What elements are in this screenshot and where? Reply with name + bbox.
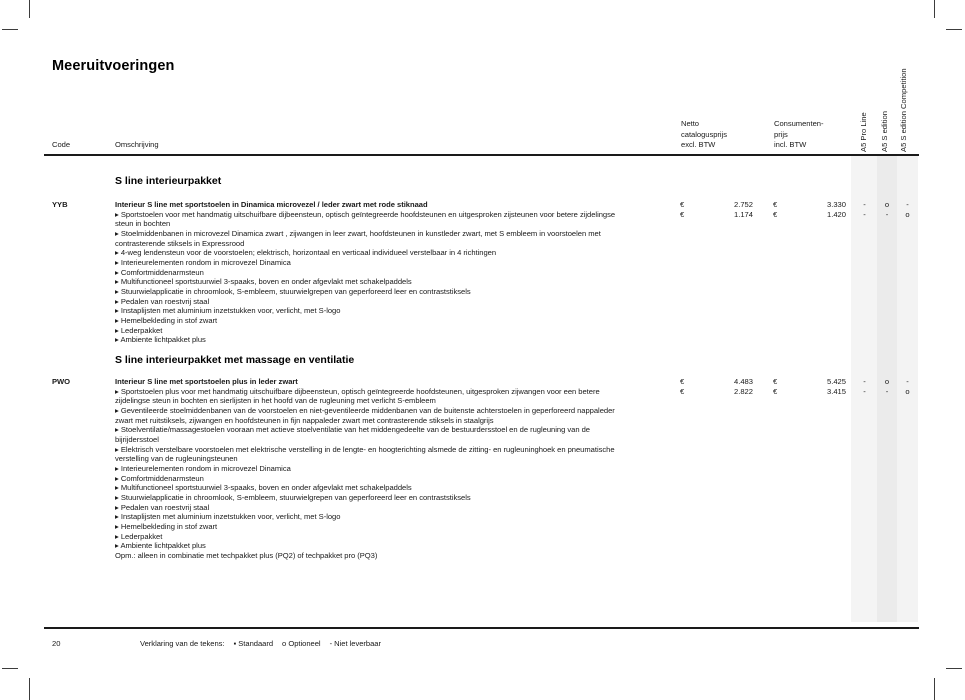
- availability-cell-s-edition: o: [884, 200, 890, 209]
- item-line: ▸ Pedalen van roestvrij staal: [115, 296, 210, 306]
- item-line: ▸ Ambiente lichtpakket plus: [115, 335, 206, 345]
- column-header-trim-s-edition-competition: A5 S edition Competition: [899, 68, 908, 152]
- item-line: ▸ Stoelventilatie/massagestoelen vooraan met actieve stoelventilatie van het middengedeelte van de bestuurdersstoel en de rugleuning van de: [115, 425, 590, 435]
- item-line: ▸ Hemelbekleding in stof zwart: [115, 315, 218, 325]
- item-line: ▸ Stoelmiddenbanen in microvezel Dinamica zwart , zijwangen in leer zwart, hoofdsteunen in kunstleder zwart, met S embleem in voorstoelen met: [115, 228, 601, 238]
- availability-cell-s-edition: -: [885, 386, 889, 396]
- price-row: [670, 200, 919, 210]
- crop-mark-top-left-v: [29, 0, 30, 18]
- currency-symbol: €: [773, 209, 778, 219]
- consumer-price-header-line: Consumenten-: [774, 119, 824, 128]
- column-header-code: Code: [52, 140, 71, 149]
- net-price-value: 4.483: [733, 377, 753, 386]
- availability-cell-s-edition-competition: -: [906, 377, 909, 386]
- item-title: Interieur S line met sportstoelen plus in leder zwart: [115, 377, 298, 386]
- availability-cell-s-edition-competition: -: [906, 200, 909, 209]
- legend-items: [234, 639, 390, 648]
- availability-cell-s-edition-competition: o: [905, 209, 910, 219]
- column-header-net-price: [681, 119, 727, 151]
- currency-symbol: €: [773, 386, 778, 396]
- item-line: steun in bochten: [115, 219, 171, 229]
- net-price-header-line: catalogusprijs: [681, 129, 728, 139]
- item-line: ▸ Elektrisch verstelbare voorstoelen met elektrische verstelling in de lengte- en hoogterichting alsmede de zitting- en rugleuninghoek en pneumatische: [115, 444, 615, 454]
- item-line: ▸ Comfortmiddenarmsteun: [115, 267, 204, 277]
- footer-legend: [140, 639, 390, 649]
- legend-item: ▪ Standaard: [233, 639, 274, 648]
- item-line: ▸ Pedalen van roestvrij staal: [115, 502, 210, 512]
- crop-mark-bottom-left-v: [29, 678, 30, 700]
- crop-mark-bottom-right-v: [934, 678, 935, 700]
- item-line: ▸ Interieurelementen rondom in microvezel Dinamica: [115, 257, 291, 267]
- item-line: ▸ Comfortmiddenarmsteun: [115, 473, 204, 483]
- item-line: ▸ Interieurelementen rondom in microvezel Dinamica: [115, 463, 291, 473]
- item-lines: [115, 210, 615, 345]
- availability-cell-pro-line: -: [863, 386, 866, 396]
- item-line: ▸ Lederpakket: [115, 325, 163, 335]
- item-title: Interieur S line met sportstoelen in Dinamica microvezel / leder zwart met rode stiknaad: [115, 200, 428, 209]
- net-price-value: 2.752: [733, 200, 753, 209]
- item-line: ▸ Ambiente lichtpakket plus: [115, 541, 206, 551]
- header-rule: [44, 154, 919, 156]
- availability-cell-s-edition: -: [885, 209, 889, 219]
- item-line: verstelling van de rugleuningsteunen: [115, 454, 238, 464]
- item-description: [115, 377, 615, 560]
- net-price-header-line: Netto: [681, 119, 700, 128]
- legend-intro: Verklaring van de tekens:: [140, 639, 225, 648]
- availability-cell-s-edition-competition: o: [905, 386, 910, 396]
- legend-item: - Niet leverbaar: [329, 639, 381, 648]
- consumer-price-header-line: prijs: [774, 129, 788, 139]
- item-line: ▸ Instaplijsten met aluminium inzetstukken voor, verlicht, met S-logo: [115, 512, 341, 522]
- net-price-value: 2.822: [733, 386, 753, 396]
- item-line: zijdelingse steun in bochten en sierlijsten in het hoofd van de rugleuning met verlicht S-embleem: [115, 396, 436, 406]
- item-line: ▸ Multifunctioneel sportstuurwiel 3-spaaks, boven en onder afgevlakt met schakelpaddels: [115, 483, 412, 493]
- currency-symbol: €: [680, 386, 685, 396]
- currency-symbol: €: [680, 377, 685, 386]
- crop-mark-top-left-h: [2, 29, 18, 30]
- item-line: bijrijdersstoel: [115, 434, 159, 444]
- item-line: contrasterende stiksels in Expressrood: [115, 238, 245, 248]
- currency-symbol: €: [680, 209, 685, 219]
- item-line: ▸ Stuurwielapplicatie in chroomlook, S-embleem, stuurwielgrepen van geperforeerd leer en contraststiksels: [115, 492, 471, 502]
- item-line: ▸ Instaplijsten met aluminium inzetstukken voor, verlicht, met S-logo: [115, 306, 341, 316]
- currency-symbol: €: [773, 200, 778, 209]
- item-code: YYB: [52, 200, 68, 209]
- consumer-price-value: 3.330: [826, 200, 846, 209]
- page-title: Meeruitvoeringen: [52, 58, 175, 74]
- consumer-price-value: 1.420: [826, 209, 846, 219]
- availability-cell-pro-line: -: [863, 209, 866, 219]
- column-header-trim-pro-line: A5 Pro Line: [859, 112, 868, 152]
- crop-mark-bottom-left-h: [2, 668, 18, 669]
- item-line: ▸ Stuurwielapplicatie in chroomlook, S-embleem, stuurwielgrepen van geperforeerd leer en contraststiksels: [115, 286, 471, 296]
- net-price-header-line: excl. BTW: [681, 140, 716, 149]
- price-row: [670, 210, 919, 220]
- net-price-value: 1.174: [733, 209, 753, 219]
- item-line: zwart met ruitstiksels, zijwangen en hoofdsteunen in fijn nappaleder zwart met contrasterende stiksels in staalgrijs: [115, 415, 494, 425]
- currency-symbol: €: [773, 377, 778, 386]
- item-line: ▸ Sportstoelen plus voor met handmatig uitschuifbare dijbeensteun, optisch geïntegreerde hoofdsteunen, uitgesproken zijwangen voor een betere: [115, 386, 600, 396]
- price-row: [670, 377, 919, 387]
- column-header-trim-s-edition: A5 S edition: [880, 111, 889, 152]
- legend-item: o Optioneel: [282, 639, 321, 648]
- item-line: ▸ Multifunctioneel sportstuurwiel 3-spaaks, boven en onder afgevlakt met schakelpaddels: [115, 277, 412, 287]
- item-line: ▸ 4-weg lendensteun voor de voorstoelen; elektrisch, horizontaal en verticaal individueel verstelbaar in 4 richtingen: [115, 248, 497, 258]
- item-lines: [115, 387, 615, 561]
- item-line: ▸ Lederpakket: [115, 531, 163, 541]
- availability-cell-pro-line: -: [863, 200, 866, 209]
- currency-symbol: €: [680, 200, 685, 209]
- item-line: Opm.: alleen in combinatie met techpakket plus (PQ2) of techpakket pro (PQ3): [115, 550, 378, 560]
- item-description: [115, 200, 615, 345]
- consumer-price-value: 5.425: [826, 377, 846, 386]
- availability-cell-s-edition: o: [884, 377, 890, 386]
- crop-mark-top-right-v: [934, 0, 935, 18]
- section-heading: S line interieurpakket met massage en ventilatie: [115, 354, 355, 366]
- crop-mark-top-right-h: [946, 29, 962, 30]
- consumer-price-value: 3.415: [826, 386, 846, 396]
- column-header-consumer-price: [774, 119, 823, 151]
- price-row: [670, 387, 919, 397]
- section-heading: S line interieurpakket: [115, 175, 222, 187]
- page-number: 20: [52, 639, 61, 648]
- availability-cell-pro-line: -: [863, 377, 866, 386]
- column-header-description: Omschrijving: [115, 140, 159, 149]
- consumer-price-header-line: incl. BTW: [774, 140, 807, 149]
- item-code: PWO: [52, 377, 71, 386]
- item-line: ▸ Geventileerde stoelmiddenbanen van de voorstoelen en niet-geventileerde middenbanen van de buitenste achterstoelen in geperforeerd nappaleder: [115, 405, 615, 415]
- item-line: ▸ Hemelbekleding in stof zwart: [115, 521, 218, 531]
- item-line: ▸ Sportstoelen voor met handmatig uitschuifbare dijbeensteun, optisch geïntegreerde hoofdsteunen en uitgesproken zijsteunen voor betere zijdelingse: [115, 209, 616, 219]
- crop-mark-bottom-right-h: [946, 668, 962, 669]
- footer-rule: [44, 627, 919, 629]
